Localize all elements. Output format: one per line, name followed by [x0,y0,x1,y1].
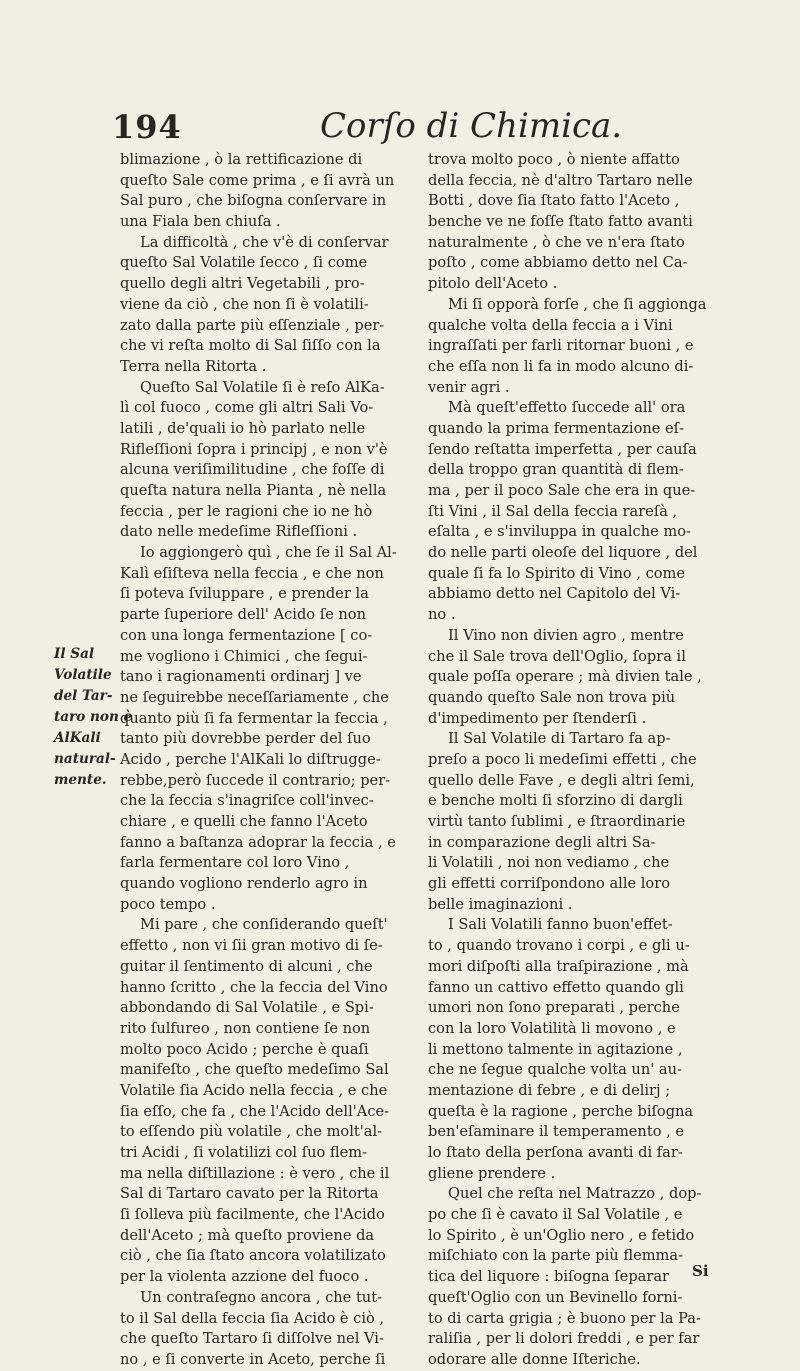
text-line: con una longa fermentazione [ co- [120,626,373,644]
text-line: to , quando trovano i corpi , e gli u- [428,937,690,955]
text-line: belle imaginazioni . [428,895,573,913]
text-line: raliſia , per li dolori freddi , e per far [428,1330,700,1348]
text-line: li mettono talmente in agitazione , [428,1040,683,1058]
text-line: Quel che reſta nel Matrazzo , dop- [448,1185,702,1203]
text-line: Kalì eſiſteva nella feccia , e che non [120,564,384,582]
text-line: che queſto Tartaro ſi diſſolve nel Vi- [120,1330,384,1348]
text-line: con la loro Volatilità li movono , e [428,1019,676,1037]
text-line: Il Sal Volatile di Tartaro fa ap- [448,730,671,748]
text-line: manifeſto , che queſto medeſimo Sal [120,1061,389,1079]
text-line: Sal puro , che biſogna conſervare in [120,192,387,210]
text-line: lo Spirito , è un'Oglio nero , e fetido [428,1226,695,1244]
text-line: farla fermentare col loro Vino , [120,854,350,872]
text-line: fanno a baſtanza adoprar la feccia , e [120,833,396,851]
text-line: Mi pare , che conſiderando queſt' [140,916,388,934]
text-line: mori diſpoſti alla traſpirazione , mà [428,957,689,975]
text-line: Il Vino non divien agro , mentre [448,626,684,644]
text-line: no . [428,606,456,624]
text-line: parte ſuperiore dell' Acido ſe non [120,606,366,624]
text-line: to eſſendo più volatile , che molt'al- [120,1123,383,1141]
text-line: blimazione , ò la rettificazione di [120,151,363,168]
text-line: molto poco Acido ; perche è quaſi [120,1040,369,1058]
text-line: natural- [54,751,116,767]
text-line: abbondando di Sal Volatile , e Spi- [120,999,374,1017]
running-title: Corſo di Chimica. [320,106,623,146]
text-line: ben'eſaminare il temperamento , e [428,1123,685,1141]
text-line: ne ſeguirebbe neceſſariamente , che [120,688,389,706]
text-line: abbiamo detto nel Capitolo del Vi- [428,585,681,603]
text-line: hanno ſcritto , che la feccia del Vino [120,978,388,996]
text-line: effetto , non vi ſii gran motivo di ſe- [120,937,383,955]
text-line: tica del liquore : biſogna ſeparar [428,1268,670,1286]
text-line: Mà queſt'effetto ſuccede all' ora [448,399,686,417]
text-line: che ne ſegue qualche volta un' au- [428,1061,682,1079]
left-text-column [120,150,418,1371]
text-line: dato nelle medeſime Rifleſſioni . [120,523,358,541]
text-line: queſta è la ragione , perche biſogna [428,1102,694,1120]
text-line: quando queſto Sale non trova più [428,688,676,706]
text-line: latili , de'quali io hò parlato nelle [120,419,366,437]
text-line: zato dalla parte più eſſenziale , per- [120,316,385,334]
text-line: della feccia, nè d'altro Tartaro nelle [428,171,693,189]
text-line: I Sali Volatili fanno buon'effet- [448,916,673,934]
text-line: tanto più dovrebbe perder del ſuo [120,730,371,748]
text-line: queſt'Oglio con un Bevinello forni- [428,1288,683,1306]
text-line: quando la prima fermentazione eſ- [428,419,685,437]
text-line: che il Sale trova dell'Oglio, ſopra il [428,647,686,665]
text-line: Io aggiongerò quì , che ſe il Sal Al- [140,544,397,562]
text-line: lì col fuoco , come gli altri Sali Vo- [120,399,374,417]
text-line: ſia eſſo, che fa , che l'Acido dell'Ace- [120,1102,390,1120]
text-line: d'impedimento per ſtenderſi . [428,709,647,727]
text-line: po che ſi è cavato il Sal Volatile , e [428,1206,683,1224]
text-line: tri Acidi , ſi volatilizi col ſuo flem- [120,1144,368,1161]
text-line: viene da ciò , che non ſi è volatili- [120,295,369,313]
text-line: to di carta grigia ; è buono per la Pa- [428,1309,701,1327]
text-line: ſendo reſtatta imperfetta , per cauſa [428,440,697,458]
text-line: della troppo gran quantità di flem- [428,461,684,479]
text-line: Un contraſegno ancora , che tut- [140,1288,383,1306]
text-line: rito ſulfureo , non contiene ſe non [120,1019,371,1037]
text-line: Acido , perche l'AlKali lo diſtrugge- [120,750,381,768]
text-line: umori non ſono preparati , perche [428,999,680,1017]
text-line: feccia , per le ragioni che io ne hò [120,502,373,520]
text-line: tano i ragionamenti ordinarj ] ve [120,668,362,686]
text-line: lo ſtato della perſona avanti di far- [428,1144,683,1161]
text-line: quando vogliono renderlo agro in [120,875,368,893]
text-line: poſto , come abbiamo detto nel Ca- [428,254,688,272]
text-line: odorare alle donne Iſteriche. [428,1350,641,1368]
text-line: quanto più ſi fa fermentar la feccia , [120,709,388,727]
text-line: Terra nella Ritorta . [120,357,267,375]
text-line: naturalmente , ò che ve n'era ſtato [428,233,685,251]
text-line: Sal di Tartaro cavato per la Ritorta [120,1185,379,1203]
text-line: AlKali [54,730,101,746]
text-line: mente. [54,772,107,788]
text-line: me vogliono i Chimici , che ſegui- [120,647,368,665]
text-line: Rifleſſioni ſopra i principj , e non v'è [120,440,388,458]
page-header [0,104,800,154]
text-line: quale poſſa operare ; mà divien tale , [428,668,702,686]
text-line: pitolo dell'Aceto . [428,275,558,293]
text-line: trova molto poco , ò niente affatto [428,151,680,168]
text-line: li Volatili , noi non vediamo , che [428,854,670,872]
text-line: fanno un cattivo effetto quando gli [428,978,684,996]
text-line: no , e ſi converte in Aceto, perche ſi [120,1350,386,1368]
text-line: ſi ſolleva più facilmente, che l'Acido [120,1206,385,1224]
text-line: mentazione di febre , e di delirj ; [428,1081,671,1099]
text-line: Il Sal [54,646,95,662]
text-line: dell'Aceto ; mà queſto proviene da [120,1226,375,1244]
text-line: poco tempo . [120,895,216,913]
text-line: Mi ſi opporà forſe , che ſi aggionga [448,295,707,313]
text-line: venir agri . [428,378,510,396]
text-line: queſto Sal Volatile ſecco , ſi come [120,254,368,272]
text-line: qualche volta della feccia a i Vini [428,316,673,334]
text-line: ma , per il poco Sale che era in que- [428,482,696,499]
text-line: per la violenta azzione del fuoco . [120,1268,369,1286]
text-line: che la feccia s'inagriſce coll'invec- [120,792,374,810]
text-line: eſalta , e s'inviluppa in qualche mo- [428,523,691,541]
text-line: Volatile ſia Acido nella feccia , e che [120,1081,388,1099]
text-line: queſta natura nella Pianta , nè nella [120,482,387,499]
page-number: 194 [112,108,182,146]
text-line: preſo a poco li medeſimi effetti , che [428,750,697,768]
text-line: in comparazione degli altri Sa- [428,833,656,851]
text-line: alcuna veriſimilitudine , che foſſe di [120,461,385,479]
text-line: quello delle Fave , e degli altri ſemi, [428,771,695,789]
text-line: taro non è [54,709,133,725]
text-line: benche ve ne foſſe ſtato fatto avanti [428,213,693,231]
text-line: Botti , dove ſia ſtato fatto l'Aceto , [428,192,680,210]
text-line: ma nella diſtillazione : è vero , che il [120,1164,390,1182]
text-line: quale ſi fa lo Spirito di Vino , come [428,564,686,582]
text-line: virtù tanto ſublimi , e ſtraordinarie [428,813,686,830]
text-line: ſi poteva ſviluppare , e prender la [120,585,369,603]
text-line: Queſto Sal Volatile ſi è reſo AlKa- [140,378,385,396]
text-line: do nelle parti oleoſe del liquore , del [428,544,698,562]
text-line: queſto Sale come prima , e ſi avrà un [120,171,395,189]
text-line: e benche molti ſi sforzino di dargli [428,792,683,810]
text-line: che vi reſta molto di Sal ſiſſo con la [120,337,381,355]
text-line: gli effetti corriſpondono alle loro [428,875,670,893]
text-line: guitar il ſentimento di alcuni , che [120,957,373,975]
text-line: La difficoltà , che v'è di conſervar [140,233,389,251]
text-line: che eſſa non li fa in modo alcuno di- [428,357,694,375]
text-line: una Fiala ben chiuſa . [120,213,281,231]
text-line: ciò , che ſia ſtato ancora volatilizato [120,1247,386,1265]
text-line: to il Sal della feccia ſia Acido è ciò , [120,1309,385,1327]
text-line: Volatile [54,667,112,683]
text-line: chiare , e quelli che fanno l'Aceto [120,813,368,830]
text-line: ſti Vini , il Sal della feccia rareſà , [428,502,678,520]
text-line: gliene prendere . [428,1164,556,1182]
text-line: ingraſſati per farli ritornar buoni , e [428,337,694,355]
right-text-column [428,150,716,1371]
text-line: rebbe,però ſuccede il contrario; per- [120,771,391,789]
catchword: Si [692,1262,709,1280]
text-line: quello degli altri Vegetabili , pro- [120,275,365,293]
text-line: miſchiato con la parte più flemma- [428,1247,684,1265]
text-line: del Tar- [54,688,113,704]
margin-note [54,644,133,791]
